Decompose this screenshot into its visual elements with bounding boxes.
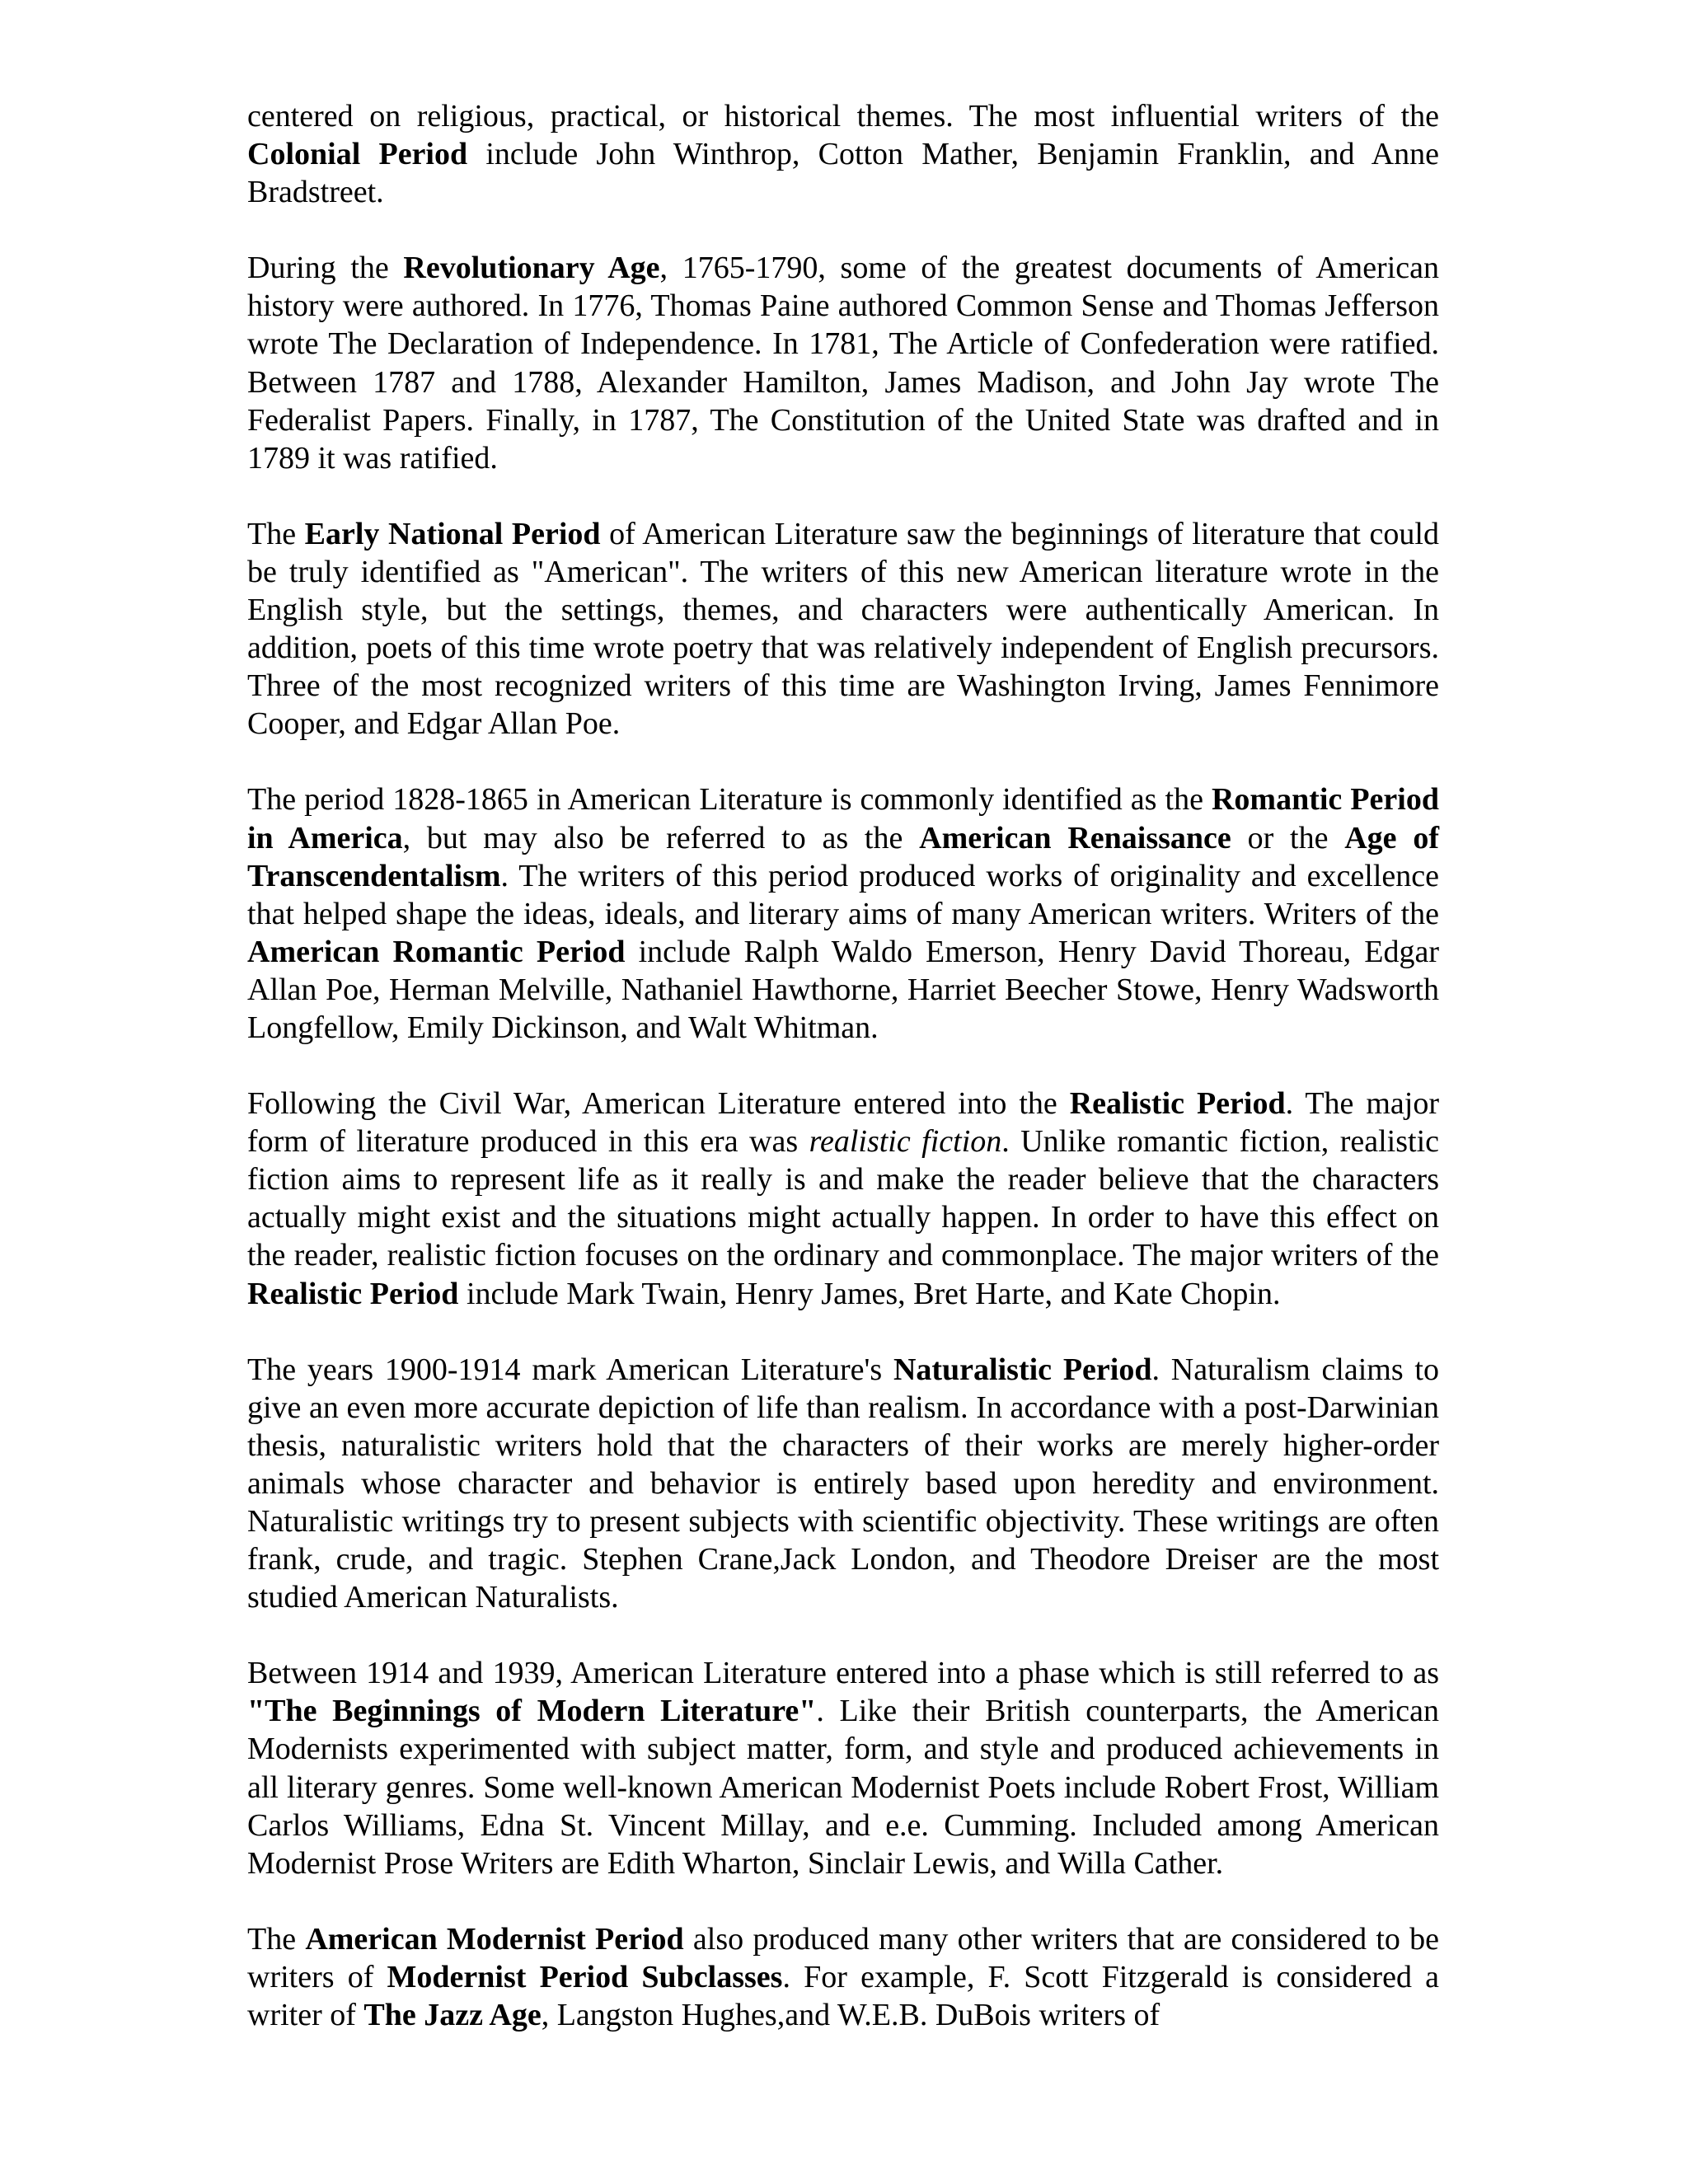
text-run: . Unlike romantic fiction, realistic fiction aims to represent life as it really is and make the reader believe that the characters actually might exist and the situations might actually happen. In order to have this effect on the reader, realistic fiction focuses on the ordinary and commonplace. The major writers of the — [247, 1124, 1440, 1273]
bold-term: American Romantic Period — [247, 934, 626, 969]
document-page — [247, 97, 1439, 2072]
bold-term: Romantic Period in America — [247, 782, 1439, 855]
text-run: include Mark Twain, Henry James, Bret Harte, and Kate Chopin. — [458, 1276, 1281, 1311]
text-run: of American Literature saw the beginnings of literature that could be truly identified as "American". The writers of this new American literature wrote in the English style, but the settings, themes, and characters were authentically American. In addition, poets of this time wrote poetry that was relatively independent of English precursors. Three of the most recognized writers of this time are Washington Irving, James Fennimore Cooper, and Edgar Allan Poe. — [247, 516, 1439, 742]
bold-term: "The Beginnings of Modern Literature" — [247, 1694, 817, 1729]
text-run: The — [247, 516, 305, 551]
paragraph — [247, 1351, 1439, 1617]
text-run: . Like their British counterparts, the American Modernists experimented with subject matter, form, and style and produced achievements in all literary genres. Some well-known American Modernist Poets include Robert Frost, William Carlos Williams, Edna St. Vincent Millay, and e.e. Cumming. Included among American Modernist Prose Writers are Edith Wharton, Sinclair Lewis, and Willa Cather. — [247, 1694, 1440, 1881]
text-run: , 1765-1790, some of the greatest documents of American history were authored. In 1776, Thomas Paine authored Common Sense and Thomas Jefferson wrote The Declaration of Independence. In 1781, The Article of Confederation were ratified. Between 1787 and 1788, Alexander Hamilton, James Madison, and John Jay wrote The Federalist Papers. Finally, in 1787, The Constitution of the United State was drafted and in 1789 it was ratified. — [247, 251, 1439, 476]
text-run: centered on religious, practical, or historical themes. The most influential writers of the — [247, 99, 1439, 134]
text-run: The period 1828-1865 in American Literature is commonly identified as the — [247, 782, 1212, 818]
paragraph — [247, 1920, 1439, 2034]
paragraph — [247, 249, 1439, 477]
text-run: . For example, F. Scott Fitzgerald is considered a writer of — [247, 1959, 1439, 2033]
bold-term: Colonial Period — [247, 137, 468, 172]
paragraph — [247, 1654, 1439, 1882]
text-run: The years 1900-1914 mark American Literature's — [247, 1352, 893, 1387]
text-run: , but may also be referred to as the — [402, 820, 920, 855]
paragraph — [247, 97, 1439, 211]
text-run: The — [247, 1921, 306, 1957]
text-run: . The major form of literature produced in this era was — [247, 1086, 1439, 1160]
text-run: or the — [1231, 820, 1345, 855]
text-run: , Langston Hughes,and W.E.B. DuBois writers of — [541, 1998, 1160, 2033]
bold-term: Early National Period — [304, 516, 601, 551]
bold-term: Age of Transcendentalism — [247, 820, 1439, 893]
text-run: During the — [247, 251, 404, 286]
bold-term: Naturalistic Period — [893, 1352, 1152, 1387]
bold-term: American Modernist Period — [305, 1921, 684, 1957]
bold-term: The Jazz Age — [363, 1998, 542, 2033]
text-run: . Naturalism claims to give an even more accurate depiction of life than realism. In accordance with a post-Darwinian thesis, naturalistic writers hold that the characters of their works are merely higher-order animals whose character and behavior is entirely based upon heredity and environment. Naturalistic writings try to present subjects with scientific objectivity. These writings are often frank, crude, and tragic. Stephen Crane,Jack London, and Theodore Dreiser are the most studied American Naturalists. — [247, 1352, 1439, 1615]
paragraph — [247, 1085, 1439, 1313]
text-run: include John Winthrop, Cotton Mather, Benjamin Franklin, and Anne Bradstreet. — [247, 137, 1439, 210]
bold-term: Revolutionary Age — [403, 251, 660, 286]
text-run: also produced many other writers that are considered to be writers of — [247, 1921, 1440, 1994]
paragraph — [247, 780, 1439, 1047]
paragraph — [247, 515, 1439, 743]
italic-term: realistic fiction — [809, 1124, 1002, 1160]
text-run: Following the Civil War, American Literature entered into the — [247, 1086, 1070, 1122]
text-run: Between 1914 and 1939, American Literature entered into a phase which is still referred to as — [247, 1656, 1439, 1691]
text-run: . The writers of this period produced works of originality and excellence that helped shape the ideas, ideals, and literary aims of many American writers. Writers of the — [247, 858, 1439, 931]
text-run: include Ralph Waldo Emerson, Henry David Thoreau, Edgar Allan Poe, Herman Melville, Nathaniel Hawthorne, Harriet Beecher Stowe, Henry Wadsworth Longfellow, Emily Dickinson, and Walt Whitman. — [247, 934, 1439, 1045]
bold-term: Realistic Period — [1069, 1086, 1286, 1122]
bold-term: Modernist Period Subclasses — [387, 1959, 783, 1994]
bold-term: Realistic Period — [247, 1276, 459, 1311]
bold-term: American Renaissance — [919, 820, 1231, 855]
